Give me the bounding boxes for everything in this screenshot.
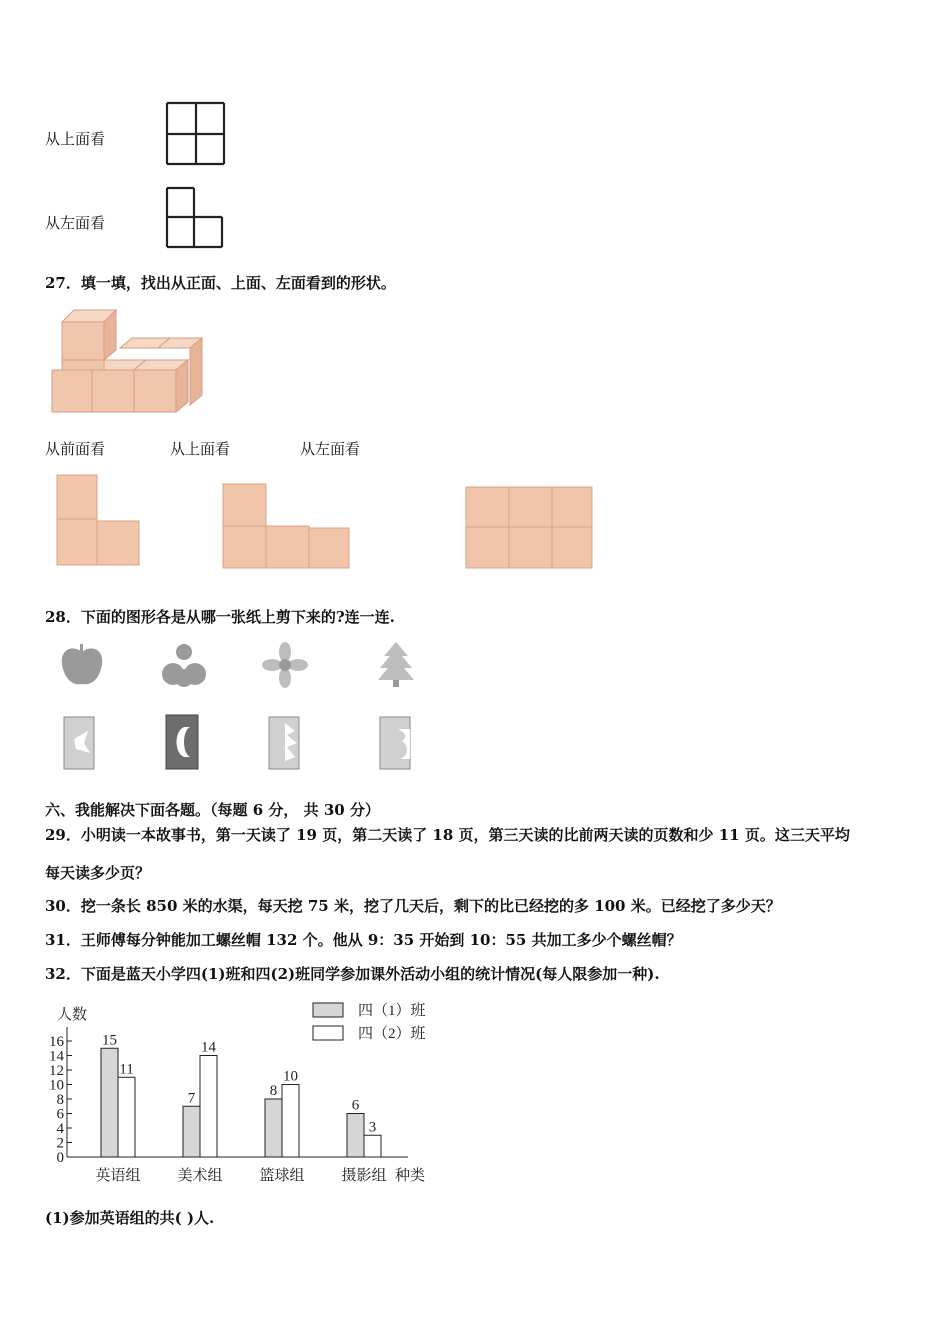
bar-value-label: 14 [201, 1039, 216, 1056]
left-view-grid-icon [162, 184, 232, 254]
y-tick-label: 2 [56, 1135, 64, 1152]
left-view-label: 从左面看 [300, 440, 361, 458]
bar-value-label: 7 [187, 1090, 196, 1107]
bar-1-4 [347, 1114, 364, 1158]
chart-xlabel: 种类 [395, 1168, 426, 1184]
legend-swatch-1 [313, 1003, 343, 1017]
front-view-shape-icon [55, 473, 145, 568]
bar-value-label: 3 [368, 1119, 377, 1136]
tree-icon [376, 640, 416, 688]
q32-sub1: (1)参加英语组的共( )人. [45, 1209, 215, 1227]
y-tick-label: 6 [56, 1106, 64, 1123]
left-view-shape-icon [463, 484, 598, 572]
bar-value-label: 11 [119, 1061, 134, 1078]
legend-label-2: 四（2）班 [358, 1026, 426, 1042]
bar-2-3 [282, 1085, 299, 1158]
legend-swatch-2 [313, 1026, 343, 1040]
category-label: 摄影组 [341, 1168, 387, 1184]
q31-text: 31．王师傅每分钟能加工螺丝帽 132 个。他从 9：35 开始到 10：55 共加工多少个螺丝帽？ [45, 931, 682, 949]
q27-text: 27．填一填，找出从正面、上面、左面看到的形状。 [45, 274, 396, 292]
paper-cut-3-icon [265, 715, 305, 771]
flower-icon [262, 642, 308, 688]
top-view-label: 从上面看 [170, 440, 231, 458]
category-label: 篮球组 [259, 1168, 305, 1184]
bar-1-2 [183, 1106, 200, 1157]
from-top-label: 从上面看 [45, 130, 106, 148]
q32-text: 32．下面是蓝天小学四(1)班和四(2)班同学参加课外活动小组的统计情况(每人限参加一种). [45, 965, 660, 983]
cube-stack-icon [50, 300, 205, 418]
section6-heading: 六、我能解决下面各题。（每题 6 分， 共 30 分） [45, 801, 380, 819]
y-tick-label: 12 [49, 1063, 64, 1079]
bar-1-1 [101, 1048, 118, 1157]
q29-line1: 29．小明读一本故事书，第一天读了 19 页，第二天读了 18 页，第三天读的比前两天读的页数和少 11 页。这三天平均 [45, 826, 850, 844]
gourd-icon [162, 640, 206, 690]
bar-value-label: 8 [269, 1083, 278, 1099]
bar-2-2 [200, 1056, 217, 1158]
front-view-label: 从前面看 [45, 440, 106, 458]
y-tick-label: 0 [56, 1150, 64, 1166]
y-tick-label: 16 [49, 1034, 64, 1050]
y-tick-label: 4 [56, 1121, 64, 1137]
y-tick-label: 8 [56, 1092, 64, 1108]
from-left-label: 从左面看 [45, 214, 106, 232]
bar-1-3 [265, 1099, 282, 1157]
q29-line2: 每天读多少页？ [45, 864, 151, 882]
paper-cut-1-icon [60, 715, 100, 771]
apple-icon [58, 642, 106, 690]
paper-cut-2-icon [162, 713, 202, 771]
y-tick-label: 10 [49, 1077, 64, 1094]
paper-cut-4-icon [376, 715, 416, 771]
bar-2-4 [364, 1135, 381, 1157]
category-label: 美术组 [177, 1168, 223, 1184]
bar-2-1 [118, 1077, 135, 1157]
bar-value-label: 6 [351, 1097, 360, 1114]
q28-text: 28．下面的图形各是从哪一张纸上剪下来的?连一连. [45, 608, 395, 626]
top-view-grid-icon [162, 98, 232, 170]
q30-text: 30．挖一条长 850 米的水渠，每天挖 75 米，挖了几天后，剩下的比已经挖的多 100 米。已经挖了多少天？ [45, 897, 781, 915]
chart-ylabel: 人数 [57, 1007, 88, 1023]
category-label: 英语组 [95, 1168, 141, 1184]
top-view-shape-icon [220, 481, 355, 571]
bar-value-label: 10 [283, 1068, 298, 1085]
bar-value-label: 15 [102, 1032, 117, 1049]
y-tick-label: 14 [49, 1048, 64, 1065]
legend-label-1: 四（1）班 [358, 1003, 426, 1019]
bar-chart [40, 995, 460, 1195]
